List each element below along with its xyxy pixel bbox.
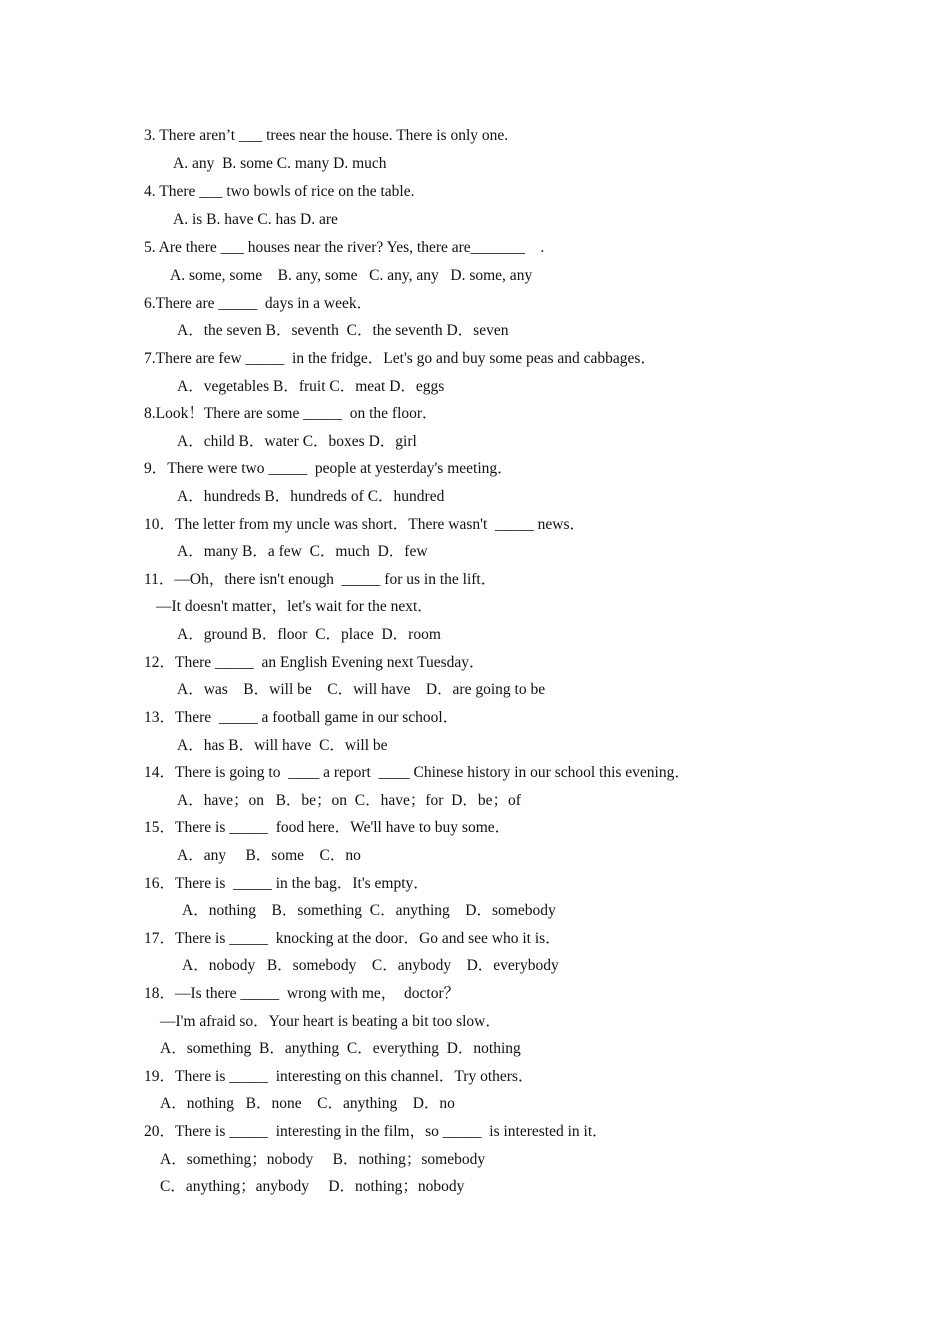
- question-12: 12．There _____ an English Evening next Tuesday．: [144, 654, 485, 671]
- question-3: 3. There aren’t ___ trees near the house. There is only one.: [144, 127, 509, 144]
- question-10-options: A．many B．a few C．much D．few: [177, 543, 428, 560]
- question-5-options: A. some, some B. any, some C. any, any D. some, any: [170, 267, 533, 284]
- question-16-options: A．nothing B．something C．anything D．somebody: [182, 902, 556, 919]
- question-15-options: A．any B．some C．no: [177, 847, 361, 864]
- question-8: 8.Look！There are some _____ on the floor．: [144, 405, 438, 422]
- question-18-options: A．something B．anything C．everything D．nothing: [160, 1040, 521, 1057]
- question-9: 9．There were two _____ people at yesterday's meeting．: [144, 460, 513, 477]
- question-20-options-a-b: A．something；nobody B．nothing；somebody: [160, 1151, 486, 1168]
- question-20: 20．There is _____ interesting in the film，so _____ is interested in it．: [144, 1123, 608, 1140]
- question-13: 13．There _____ a football game in our school．: [144, 709, 459, 726]
- question-8-options: A．child B．water C．boxes D．girl: [177, 433, 417, 450]
- question-18-reply: —I'm afraid so．Your heart is beating a bit too slow．: [160, 1013, 501, 1030]
- question-15: 15．There is _____ food here．We'll have to buy some．: [144, 819, 511, 836]
- question-14-options: A．have；on B．be；on C．have；for D．be；of: [177, 792, 521, 809]
- question-11-options: A．ground B．floor C．place D．room: [177, 626, 441, 643]
- question-17: 17．There is _____ knocking at the door．Go and see who it is．: [144, 930, 561, 947]
- question-18: 18．—Is there _____ wrong with me， doctor？: [144, 985, 460, 1002]
- question-19: 19．There is _____ interesting on this channel．Try others．: [144, 1068, 534, 1085]
- question-3-options: A. any B. some C. many D. much: [173, 155, 387, 172]
- question-7-options: A．vegetables B．fruit C．meat D．eggs: [177, 378, 445, 395]
- question-17-options: A．nobody B．somebody C．anybody D．everybody: [182, 957, 559, 974]
- question-5: 5. Are there ___ houses near the river? Yes, there are_______ .: [144, 239, 545, 256]
- question-4-options: A. is B. have C. has D. are: [173, 211, 338, 228]
- question-6-options: A．the seven B．seventh C．the seventh D．seven: [177, 322, 509, 339]
- question-11-reply: —It doesn't matter，let's wait for the next．: [156, 598, 433, 615]
- question-20-options-c-d: C．anything；anybody D．nothing；nobody: [160, 1178, 465, 1195]
- question-14: 14．There is going to ____ a report ____ Chinese history in our school this evening．: [144, 764, 690, 781]
- question-12-options: A．was B．will be C．will have D．are going to be: [177, 681, 546, 698]
- question-9-options: A．hundreds B．hundreds of C．hundred: [177, 488, 445, 505]
- question-13-options: A．has B．will have C．will be: [177, 737, 388, 754]
- question-11: 11．—Oh，there isn't enough _____ for us in the lift．: [144, 571, 497, 588]
- question-10: 10．The letter from my uncle was short．There wasn't _____ news．: [144, 516, 585, 533]
- question-16: 16．There is _____ in the bag．It's empty．: [144, 875, 429, 892]
- question-6: 6.There are _____ days in a week．: [144, 295, 373, 312]
- question-19-options: A．nothing B．none C．anything D．no: [160, 1095, 455, 1112]
- question-4: 4. There ___ two bowls of rice on the table.: [144, 183, 415, 200]
- question-7: 7.There are few _____ in the fridge．Let's go and buy some peas and cabbages．: [144, 350, 656, 367]
